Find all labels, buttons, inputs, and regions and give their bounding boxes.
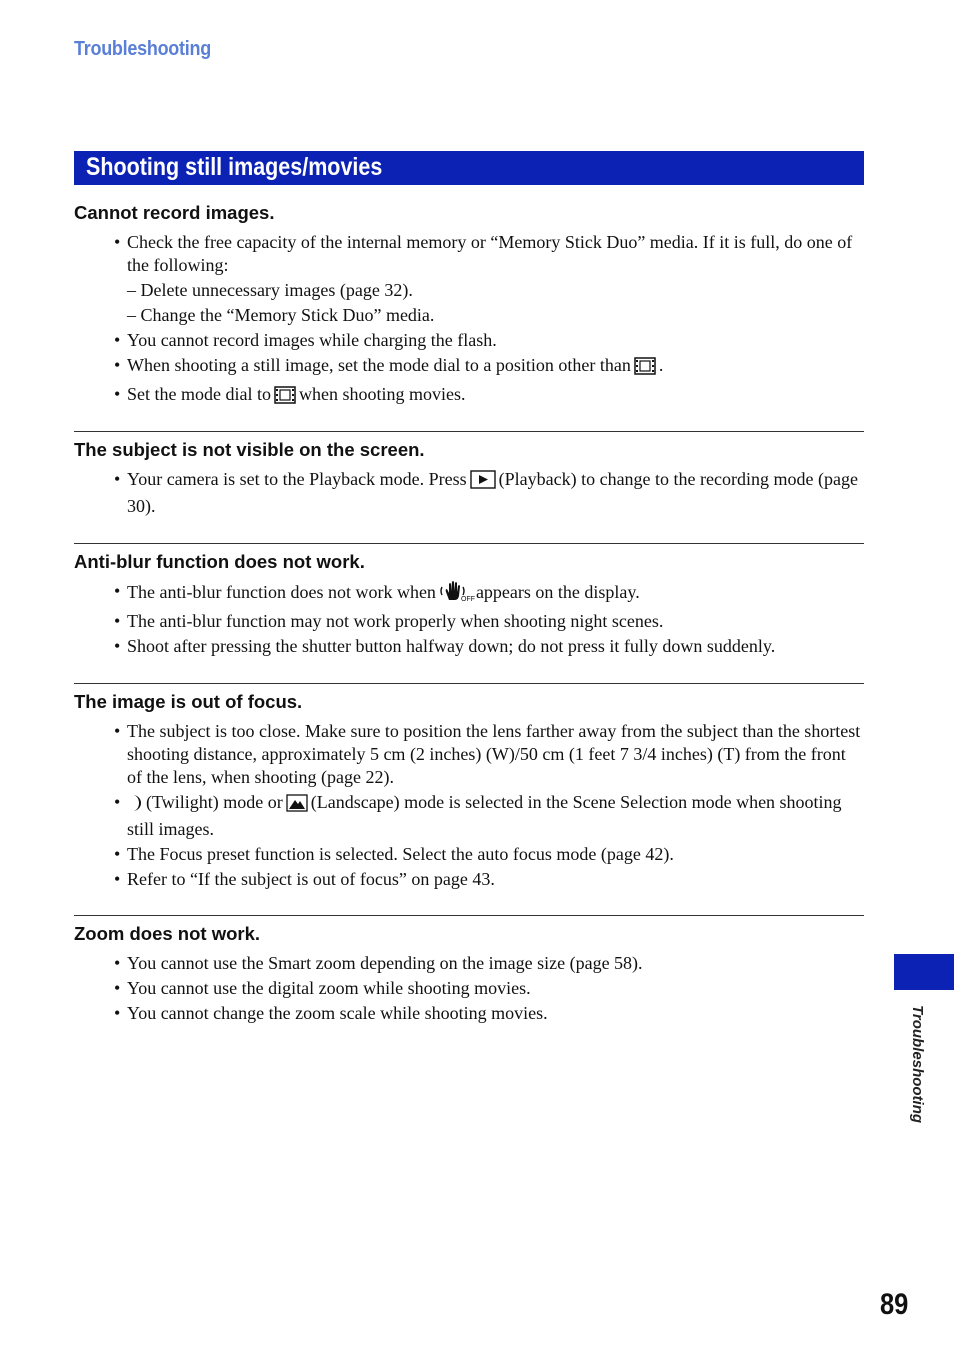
- topic-subject-not-visible: [74, 431, 864, 520]
- svg-text:OFF: OFF: [460, 596, 475, 603]
- list-item: • Set the mode dial to when shooting movies.: [74, 383, 864, 410]
- divider: [74, 683, 864, 684]
- topic-heading: The image is out of focus.: [74, 691, 303, 712]
- topic-list: [74, 720, 864, 891]
- movie-mode-icon: [634, 357, 656, 381]
- section-header-bar: [74, 151, 864, 185]
- list-item: • The anti-blur function does not work when OFF appears on the display.: [74, 580, 864, 608]
- topic-list: [74, 580, 864, 658]
- topic-heading: The subject is not visible on the screen.: [74, 439, 425, 460]
- page-number: 89: [880, 1288, 909, 1321]
- topic-heading: Zoom does not work.: [74, 923, 261, 944]
- list-item: • You cannot record images while charging the flash.: [114, 330, 497, 350]
- list-item: • Refer to “If the subject is out of focus” on page 43.: [114, 869, 495, 889]
- list-item: • Check the free capacity of the internal memory or “Memory Stick Duo” media. If it is full, do one of the following:: [114, 232, 853, 275]
- divider: [74, 431, 864, 432]
- sub-item: – Change the “Memory Stick Duo” media.: [127, 305, 435, 325]
- topic-anti-blur: [74, 543, 864, 660]
- side-section-tab: [894, 954, 954, 990]
- list-item: • Your camera is set to the Playback mode. Press (Playback) to change to the recording mode (page 30).: [114, 469, 858, 516]
- section-title: Shooting still images/movies: [86, 153, 383, 181]
- playback-icon: [470, 470, 496, 495]
- side-section-label: Troubleshooting: [909, 1005, 926, 1124]
- running-head: Troubleshooting: [74, 38, 211, 60]
- topic-heading: Cannot record images.: [74, 202, 275, 223]
- movie-mode-icon: [274, 386, 296, 410]
- list-item: • You cannot change the zoom scale while shooting movies.: [114, 1003, 548, 1023]
- divider: [74, 543, 864, 544]
- anti-blur-off-icon: [439, 580, 473, 608]
- list-item: • You cannot use the Smart zoom depending on the image size (page 58).: [114, 953, 643, 973]
- topic-list: [74, 231, 864, 410]
- topic-cannot-record: [74, 202, 864, 412]
- topic-zoom: [74, 915, 864, 1027]
- list-item: • (Twilight) mode or (Landscape) mode is selected in the Scene Selection mode when shooting still images.: [114, 792, 842, 839]
- topic-list: [74, 952, 864, 1025]
- list-item: • The Focus preset function is selected. Select the auto focus mode (page 42).: [114, 844, 674, 864]
- topic-heading: Anti-blur function does not work.: [74, 551, 365, 572]
- divider: [74, 915, 864, 916]
- list-item: • The anti-blur function may not work properly when shooting night scenes.: [114, 611, 664, 631]
- landscape-icon: [286, 794, 308, 818]
- sub-item: – Delete unnecessary images (page 32).: [127, 280, 413, 300]
- topic-list: [74, 468, 864, 518]
- twilight-icon: [127, 794, 143, 818]
- list-item: • You cannot use the digital zoom while shooting movies.: [114, 978, 531, 998]
- topic-out-of-focus: [74, 683, 864, 893]
- list-item: • When shooting a still image, set the mode dial to a position other than .: [74, 354, 864, 381]
- list-item: • The subject is too close. Make sure to position the lens farther away from the subject than the shortest shooting distance, approximately 5 cm (2 inches) (W)/50 cm (1 feet 7 3/4 inches) (T) from the front of the lens, when shooting (page 22).: [114, 721, 861, 787]
- list-item: • Shoot after pressing the shutter button halfway down; do not press it fully down suddenly.: [114, 636, 776, 656]
